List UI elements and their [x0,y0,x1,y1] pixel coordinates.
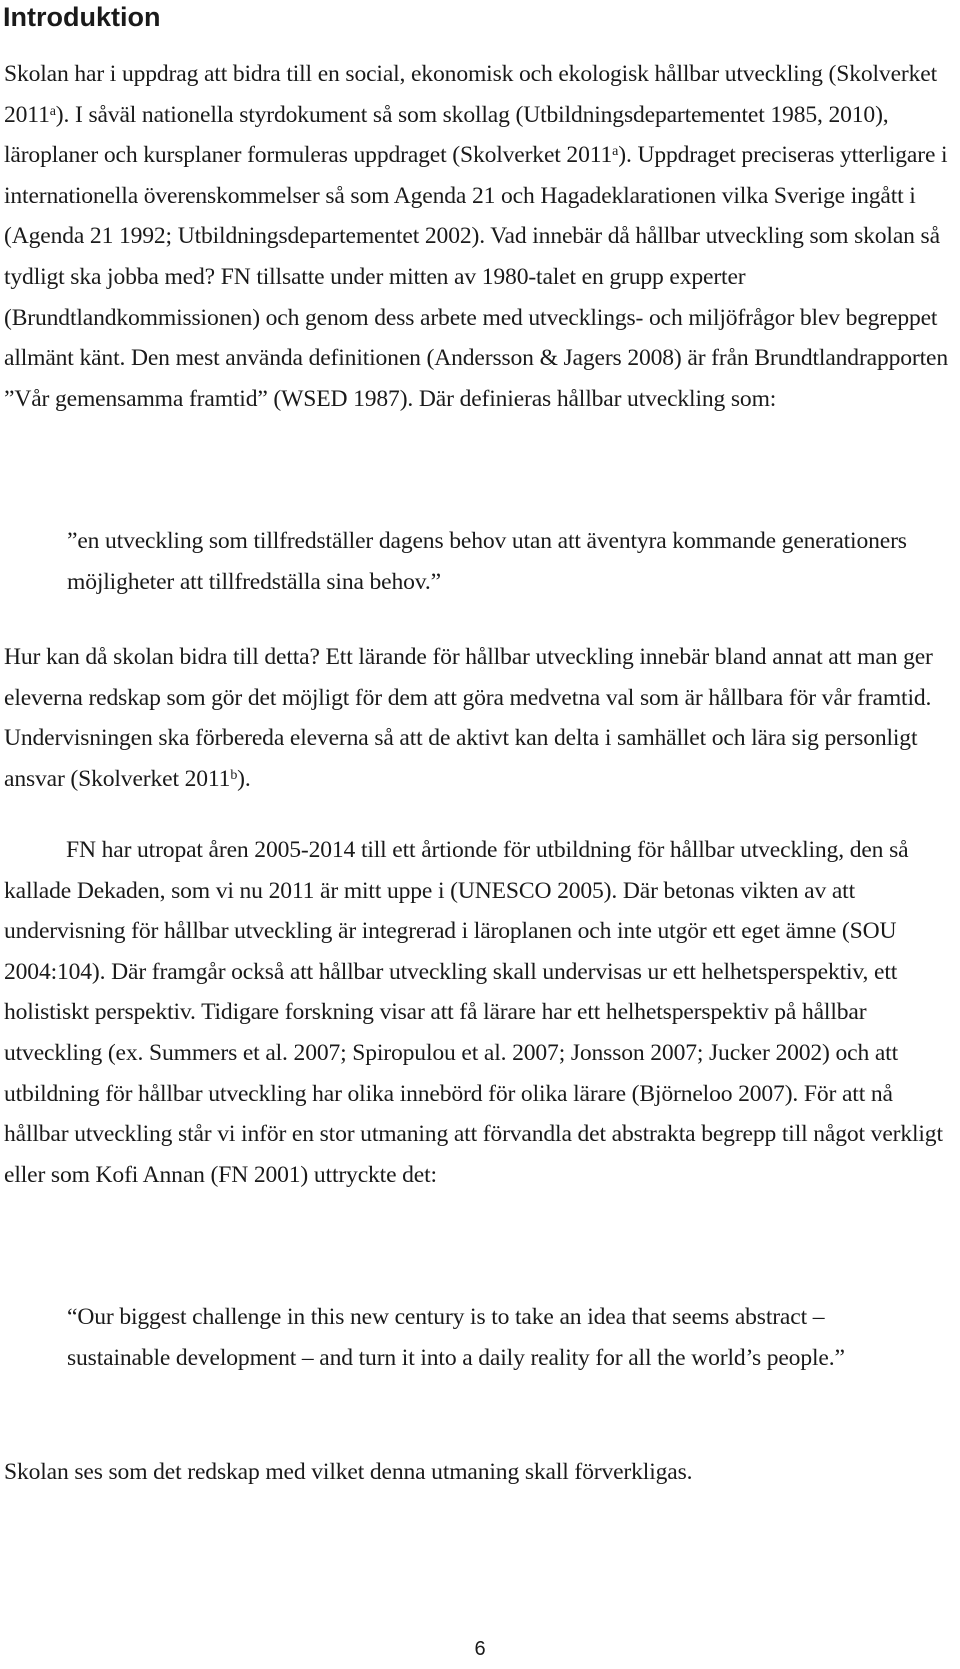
paragraph-conclusion: Skolan ses som det redskap med vilket denna utmaning skall förverkligas. [4,1459,693,1485]
paragraph-un-decade: FN har utropat åren 2005-2014 till ett årtionde för utbildning för hållbar utveckling, den så kallade Dekaden, som vi nu 2011 är mitt uppe i (UNESCO 2005). Där betonas vikten av att undervisning för hållbar utveckling är integrerad i läroplanen och inte utgör ett eget ämne (SOU 2004:104). Där framgår också att hållbar utveckling skall undervisas ur ett helhetsperspektiv, ett holistiskt perspektiv. Tidigare forskning visar att få lärare har ett helhetsperspektiv på hållbar utveckling (ex. Summers et al. 2007; Spiropulou et al. 2007; Jonsson 2007; Jucker 2002) och att utbildning för hållbar utveckling har olika innebörd för olika lärare (Björneloo 2007). För att nå hållbar utveckling står vi inför en stor utmaning att förvandla det abstrakta begrepp till något verkligt eller som Kofi Annan (FN 2001) uttryckte det: [4,837,943,1188]
block-quote-annan: “Our biggest challenge in this new century is to take an idea that seems abstract – sustainable development – and turn it into a daily reality for all the world’s people.” [67,1304,845,1371]
paragraph-school-role [4,637,952,799]
section-heading: Introduktion [3,2,161,32]
page-number: 6 [474,1638,486,1660]
paragraph-intro-part-a: Skolan har i uppdrag att bidra till en social, ekonomisk och ekologisk hållbar utveckling (Skolverket 2011 [4,61,937,128]
paragraph-school-role-part-a: Hur kan då skolan bidra till detta? Ett lärande för hållbar utveckling innebär bland annat att man ger eleverna redskap som gör det möjligt för dem att göra medvetna val som är hållbara för vår framtid. Undervisningen ska förbereda eleverna så att de aktivt kan delta i samhället och lära sig personligt ansvar (Skolverket 2011 [4,644,933,792]
paragraph-intro-part-c: ). Uppdraget preciseras ytterligare i internationella överenskommelser så som Agenda 21 och Hagadeklarationen vilka Sverige ingått i (Agenda 21 1992; Utbildningsdepartementet 2002). Vad innebär då hållbar utveckling som skolan så tydligt ska jobba med? FN tillsatte under mitten av 1980-talet en grupp experter (Brundtlandkommissionen) och genom dess arbete med utvecklings- och miljöfrågor blev begreppet allmänt känt. Den mest använda definitionen (Andersson & Jagers 2008) är från Brundtlandrapporten ”Vår gemensamma framtid” (WSED 1987). Där definieras hållbar utveckling som: [4,142,948,412]
block-quote-brundtland: ”en utveckling som tillfredställer dagens behov utan att äventyra kommande generationers möjligheter att tillfredställa sina behov.” [67,528,907,595]
superscript-a-1: a [49,103,56,119]
superscript-b: b [230,767,238,783]
paragraph-intro-part-b: ). I såväl nationella styrdokument så som skollag (Utbildningsdepartementet 1985, 2010), läroplaner och kursplaner formuleras uppdraget (Skolverket 2011 [4,101,889,169]
paragraph-intro [4,54,952,419]
superscript-a-2: a [612,144,619,160]
paragraph-school-role-part-b: ). [237,765,251,792]
